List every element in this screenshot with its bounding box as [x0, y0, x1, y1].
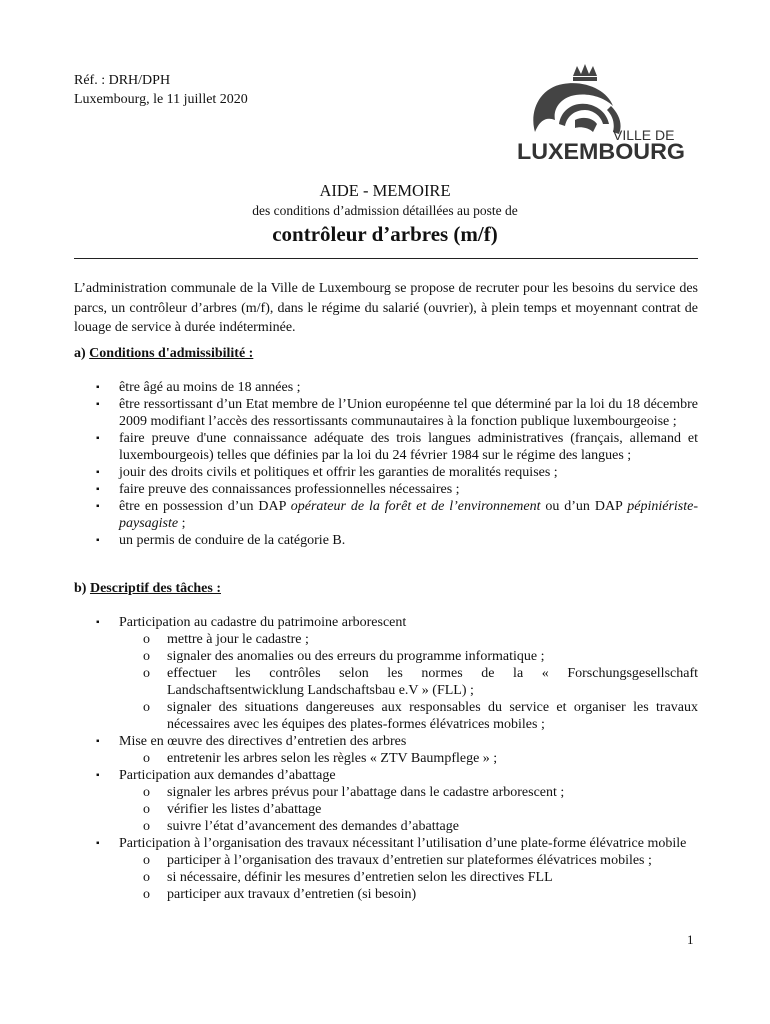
logo-text-ville-de: VILLE DE — [613, 127, 675, 143]
circle-bullet-icon: o — [143, 785, 150, 800]
section-a-prefix: a) — [74, 346, 86, 361]
sub-item: o signaler des situations dangereuses aux responsables du service et organiser les travaux nécessaires avec les équipes des plates-formes élévatrices mobiles ; — [143, 700, 698, 732]
circle-bullet-icon: o — [143, 870, 150, 885]
list-item: ▪ faire preuve des connaissances professionnelles nécessaires ; — [96, 482, 460, 497]
section-b-prefix: b) — [74, 581, 87, 596]
circle-bullet-icon: o — [143, 887, 150, 902]
sub-item: o signaler des anomalies ou des erreurs du programme informatique ; — [143, 649, 545, 664]
list-item: ▪ jouir des droits civils et politiques et offrir les garanties de moralités requises ; — [96, 465, 558, 480]
admissibility-list — [74, 379, 698, 549]
place-date: Luxembourg, le 11 juillet 2020 — [74, 92, 248, 107]
tasks-list — [74, 614, 698, 903]
task-group: ▪ Participation à l’organisation des travaux nécessitant l’utilisation d’une plate-forme élévatrice mobile — [96, 836, 687, 851]
bullet-icon: ▪ — [96, 467, 100, 478]
doc-title: AIDE - MEMOIRE — [319, 181, 451, 200]
header-block — [74, 71, 248, 109]
sub-item: o effectuer les contrôles selon les normes de la « Forschungsgesellschaft Landschaftsentwicklung Landschaftsbau e.V » (FLL) ; — [143, 666, 698, 698]
sub-item: o mettre à jour le cadastre ; — [143, 632, 309, 647]
circle-bullet-icon: o — [143, 751, 150, 766]
bullet-icon: ▪ — [96, 382, 100, 393]
page-number: 1 — [687, 932, 694, 947]
circle-bullet-icon: o — [143, 853, 150, 868]
task-group: ▪ Mise en œuvre des directives d’entretien des arbres — [96, 734, 407, 749]
sub-item: o participer aux travaux d’entretien (si besoin) — [143, 887, 417, 902]
logo-text-luxembourg: LUXEMBOURG — [517, 139, 685, 162]
bullet-icon: ▪ — [96, 501, 100, 512]
bullet-icon: ▪ — [96, 770, 100, 781]
bullet-icon: ▪ — [96, 838, 100, 849]
bullet-icon: ▪ — [96, 535, 100, 546]
circle-bullet-icon: o — [143, 666, 150, 681]
sub-item: o vérifier les listes d’abattage — [143, 802, 322, 817]
position-title: contrôleur d’arbres (m/f) — [272, 222, 498, 246]
section-a-heading — [74, 346, 253, 362]
doc-subtitle: des conditions d’admission détaillées au poste de — [252, 203, 518, 218]
bullet-icon: ▪ — [96, 736, 100, 747]
intro-paragraph: L’administration communale de la Ville de Luxembourg se propose de recruter pour les besoins du service des parcs, un contrôleur d’arbres (m/f), dans le régime du salarié (ouvrier), à plein temps et moyennant contrat de louage de service à durée indéterminée. — [74, 281, 698, 335]
task-group: ▪ Participation au cadastre du patrimoine arborescent — [96, 615, 407, 630]
bullet-icon: ▪ — [96, 399, 100, 410]
list-item: ▪ être âgé au moins de 18 années ; — [96, 380, 301, 395]
list-item: ▪ faire preuve d'une connaissance adéquate des trois langues administratives (français, allemand et luxembourgeois) telles que définies par la loi du 24 février 1984 sur le régime des langues ; — [96, 431, 698, 463]
section-b-title: Descriptif des tâches : — [89, 581, 221, 596]
section-a-title: Conditions d'admissibilité : — [89, 346, 254, 361]
sub-item: o participer à l’organisation des travaux d’entretien sur plateformes élévatrices mobiles ; — [143, 853, 652, 868]
sub-item: o signaler les arbres prévus pour l’abattage dans le cadastre arborescent ; — [143, 785, 565, 800]
section-b-heading — [74, 581, 221, 597]
circle-bullet-icon: o — [143, 649, 150, 664]
circle-bullet-icon: o — [143, 802, 150, 817]
circle-bullet-icon: o — [143, 819, 150, 834]
sub-item: o suivre l’état d’avancement des demandes d’abattage — [143, 819, 459, 834]
list-item: ▪ être en possession d’un DAP opérateur de la forêt et de l’environnement ou d’un DAP pépiniériste-paysagiste ; — [96, 499, 698, 531]
list-item: ▪ être ressortissant d’un Etat membre de l’Union européenne tel que déterminé par la loi du 18 décembre 2009 modifiant l’accès des ressortissants communautaires à la fonction publique luxembourgeoise ; — [96, 397, 698, 429]
reference: Réf. : DRH/DPH — [74, 73, 171, 88]
sub-item: o si nécessaire, définir les mesures d’entretien selon les directives FLL — [143, 870, 553, 885]
bullet-icon: ▪ — [96, 484, 100, 495]
sub-item: o entretenir les arbres selon les règles « ZTV Baumpflege » ; — [143, 751, 498, 766]
title-divider — [74, 258, 698, 259]
ville-de-luxembourg-logo — [515, 62, 687, 162]
circle-bullet-icon: o — [143, 700, 150, 715]
circle-bullet-icon: o — [143, 632, 150, 647]
list-item: ▪ un permis de conduire de la catégorie B. — [96, 533, 346, 548]
task-group: ▪ Participation aux demandes d’abattage — [96, 768, 336, 783]
bullet-icon: ▪ — [96, 617, 100, 628]
bullet-icon: ▪ — [96, 433, 100, 444]
